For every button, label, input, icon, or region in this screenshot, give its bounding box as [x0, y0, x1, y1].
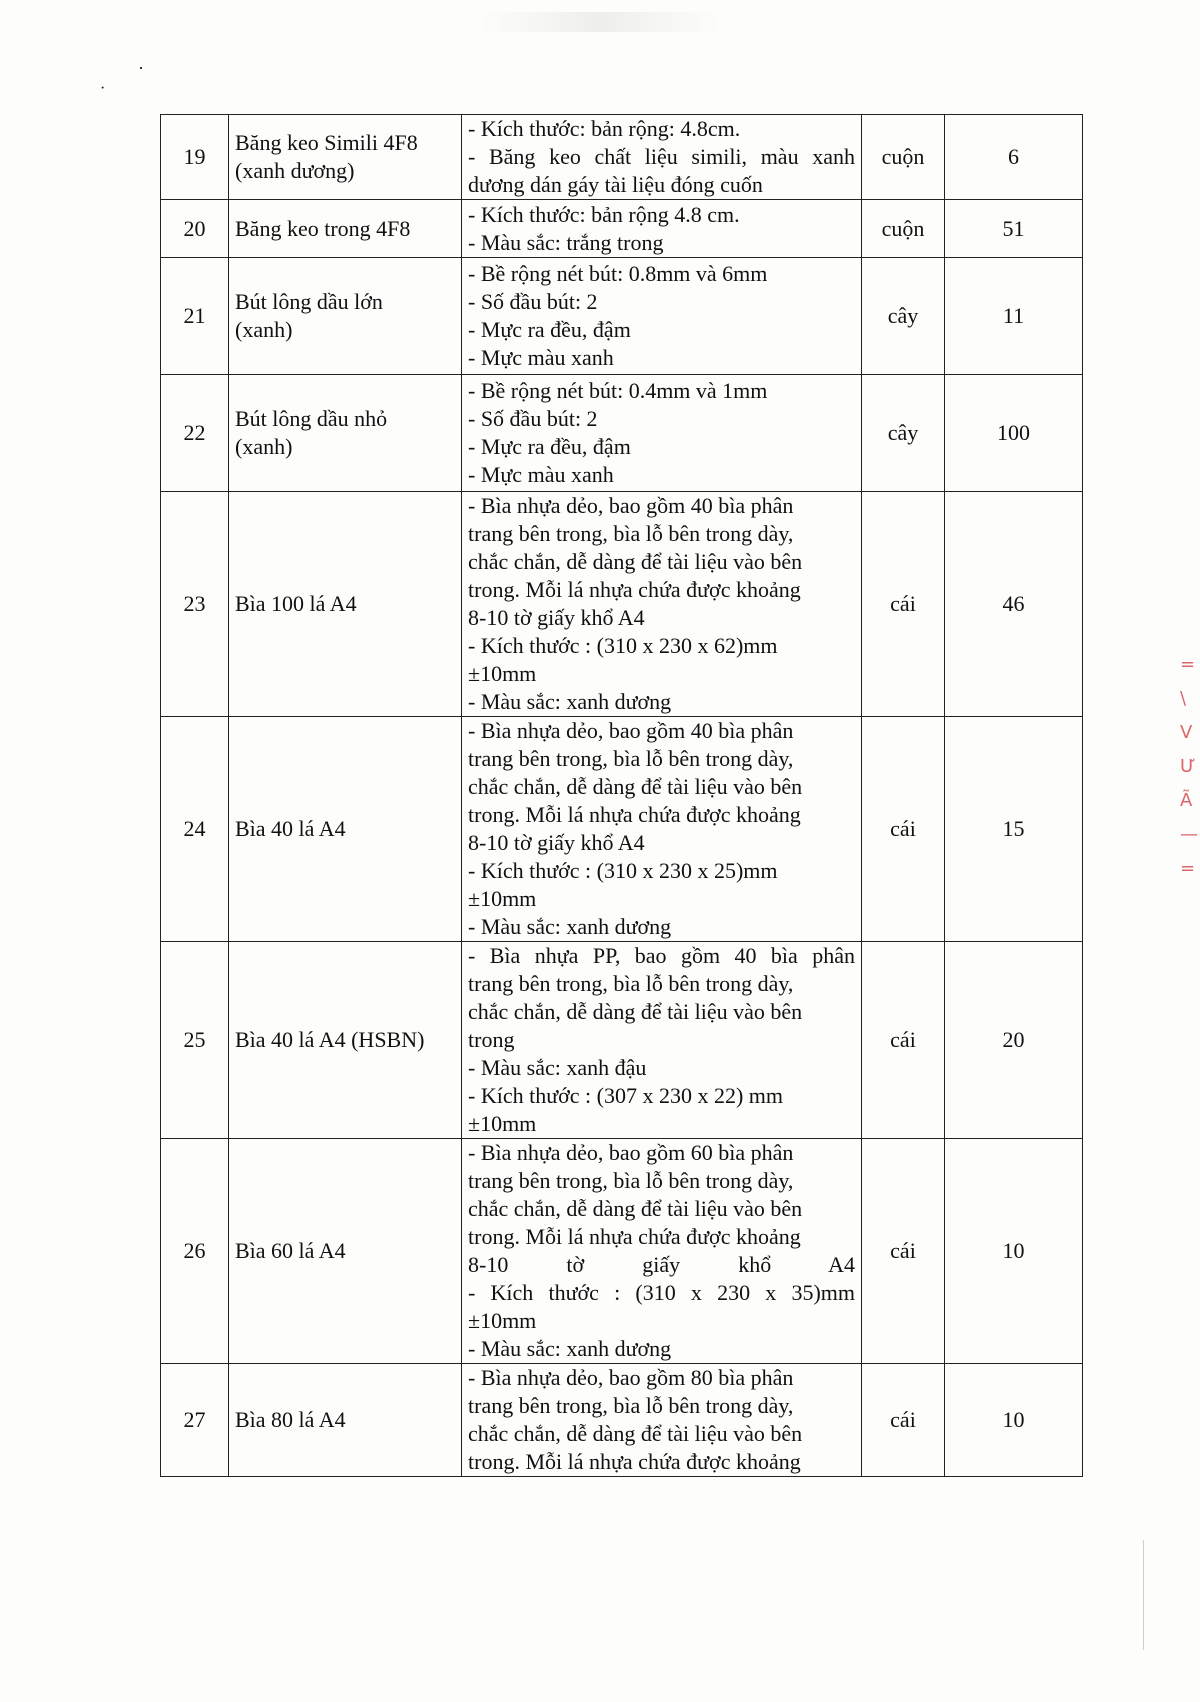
- stamp-glyph: Ã: [1180, 790, 1193, 811]
- description-line: trang bên trong, bìa lỗ bên trong dày,: [468, 746, 794, 771]
- item-description: [462, 200, 862, 258]
- scan-speck: ·: [138, 58, 144, 78]
- item-name: [229, 375, 462, 492]
- row-number: 27: [161, 1364, 229, 1477]
- item-name: [229, 200, 462, 258]
- item-name: [229, 942, 462, 1139]
- item-name: [229, 717, 462, 942]
- item-description: [462, 258, 862, 375]
- description-line: - Mực màu xanh: [468, 462, 614, 487]
- description-line: - Kích thước : (310 x 230 x 25)mm: [468, 858, 778, 883]
- item-name-line: Băng keo Simili 4F8: [235, 130, 418, 155]
- row-number: 19: [161, 115, 229, 200]
- item-quantity: 11: [945, 258, 1083, 375]
- table-row: [161, 115, 1083, 200]
- description-line: - Mực ra đều, đậm: [468, 434, 631, 459]
- item-unit: cây: [862, 375, 945, 492]
- item-name: [229, 258, 462, 375]
- item-quantity: 15: [945, 717, 1083, 942]
- item-name-line: Bìa 100 lá A4: [235, 591, 357, 616]
- item-description: [462, 375, 862, 492]
- item-description: [462, 942, 862, 1139]
- row-number: 20: [161, 200, 229, 258]
- red-stamp-fragment: [1180, 648, 1200, 886]
- item-name: [229, 492, 462, 717]
- item-unit: cái: [862, 1364, 945, 1477]
- stamp-glyph: —: [1180, 824, 1198, 845]
- table-row: [161, 258, 1083, 375]
- description-line: - Kích thước : (310 x 230 x 35)mm: [468, 1280, 855, 1305]
- description-line: - Màu sắc: trắng trong: [468, 229, 664, 255]
- description-line: ±10mm: [468, 1111, 537, 1136]
- scan-artifact: [480, 12, 720, 32]
- description-line: - Bìa nhựa dẻo, bao gồm 60 bìa phân: [468, 1140, 794, 1165]
- stamp-glyph: =: [1180, 858, 1196, 879]
- description-line: chắc chắn, dễ dàng để tài liệu vào bên: [468, 999, 803, 1024]
- description-line: - Băng keo chất liệu simili, màu xanh: [468, 144, 855, 169]
- description-line: 8-10 tờ giấy khổ A4: [468, 605, 645, 630]
- item-unit: cái: [862, 942, 945, 1139]
- row-number: 26: [161, 1139, 229, 1364]
- stamp-glyph: V: [1180, 722, 1193, 743]
- description-line: - Mực màu xanh: [468, 345, 614, 370]
- item-unit: cái: [862, 717, 945, 942]
- description-line: - Bìa nhựa PP, bao gồm 40 bìa phân: [468, 943, 855, 968]
- description-line: trong: [468, 1027, 515, 1052]
- description-line: trang bên trong, bìa lỗ bên trong dày,: [468, 521, 794, 546]
- item-quantity: 20: [945, 942, 1083, 1139]
- item-description: [462, 717, 862, 942]
- description-line: - Kích thước : (310 x 230 x 62)mm: [468, 633, 778, 658]
- description-line: - Màu sắc: xanh đậu: [468, 1055, 647, 1080]
- supplies-table: [160, 114, 1083, 1477]
- description-line: - Số đầu bút: 2: [468, 289, 598, 314]
- item-name: [229, 1364, 462, 1477]
- row-number: 24: [161, 717, 229, 942]
- item-name-line: Bìa 60 lá A4: [235, 1238, 346, 1263]
- item-unit: cuộn: [862, 200, 945, 258]
- description-line: - Bề rộng nét bút: 0.8mm và 6mm: [468, 261, 768, 286]
- item-unit: cái: [862, 492, 945, 717]
- table-row: [161, 1139, 1083, 1364]
- item-quantity: 10: [945, 1364, 1083, 1477]
- item-quantity: 10: [945, 1139, 1083, 1364]
- item-name: [229, 115, 462, 200]
- description-line: 8-10 tờ giấy khổ A4: [468, 830, 645, 855]
- description-line: - Mực ra đều, đậm: [468, 317, 631, 342]
- description-line: trong. Mỗi lá nhựa chứa được khoảng: [468, 802, 801, 827]
- description-line: trang bên trong, bìa lỗ bên trong dày,: [468, 1393, 794, 1418]
- scan-speck: ·: [100, 80, 106, 97]
- item-description: [462, 492, 862, 717]
- row-number: 21: [161, 258, 229, 375]
- description-line: - Màu sắc: xanh dương: [468, 1336, 672, 1361]
- item-quantity: 6: [945, 115, 1083, 200]
- description-line: chắc chắn, dễ dàng để tài liệu vào bên: [468, 1421, 803, 1446]
- row-number: 23: [161, 492, 229, 717]
- description-line: - Màu sắc: xanh dương: [468, 914, 672, 939]
- stamp-glyph: \: [1180, 688, 1187, 709]
- item-name-line: (xanh): [235, 434, 293, 459]
- table-row: [161, 200, 1083, 258]
- description-line: - Kích thước: bản rộng: 4.8cm.: [468, 116, 741, 141]
- table-row: [161, 942, 1083, 1139]
- description-line: - Bìa nhựa dẻo, bao gồm 40 bìa phân: [468, 718, 794, 743]
- item-quantity: 51: [945, 200, 1083, 258]
- stamp-glyph: Ư: [1180, 756, 1196, 777]
- description-line: ±10mm: [468, 1308, 537, 1333]
- description-line: chắc chắn, dễ dàng để tài liệu vào bên: [468, 774, 803, 799]
- row-number: 22: [161, 375, 229, 492]
- description-line: 8-10 tờ giấy khổ A4: [468, 1252, 855, 1277]
- item-unit: cây: [862, 258, 945, 375]
- description-line: trang bên trong, bìa lỗ bên trong dày,: [468, 1168, 794, 1193]
- description-line: - Bìa nhựa dẻo, bao gồm 40 bìa phân: [468, 493, 794, 518]
- item-name-line: (xanh): [235, 317, 293, 342]
- item-name-line: Bút lông dầu lớn: [235, 289, 383, 314]
- description-line: chắc chắn, dễ dàng để tài liệu vào bên: [468, 549, 803, 574]
- description-line: trong. Mỗi lá nhựa chứa được khoảng: [468, 577, 801, 602]
- item-quantity: 100: [945, 375, 1083, 492]
- item-name: [229, 1139, 462, 1364]
- description-line: - Bìa nhựa dẻo, bao gồm 80 bìa phân: [468, 1365, 794, 1390]
- item-unit: cái: [862, 1139, 945, 1364]
- item-name-line: Bút lông dầu nhỏ: [235, 406, 388, 431]
- description-line: trong. Mỗi lá nhựa chứa được khoảng: [468, 1449, 801, 1474]
- item-name-line: Bìa 40 lá A4 (HSBN): [235, 1027, 425, 1052]
- description-line: trong. Mỗi lá nhựa chứa được khoảng: [468, 1224, 801, 1249]
- item-name-line: Bìa 40 lá A4: [235, 816, 346, 841]
- stamp-glyph: =: [1180, 654, 1196, 675]
- table-row: [161, 717, 1083, 942]
- item-description: [462, 1364, 862, 1477]
- item-description: [462, 115, 862, 200]
- description-line: ±10mm: [468, 886, 537, 911]
- description-line: - Màu sắc: xanh dương: [468, 689, 672, 714]
- table-row: [161, 375, 1083, 492]
- description-line: dương dán gáy tài liệu đóng cuốn: [468, 172, 763, 197]
- description-line: - Kích thước: bản rộng 4.8 cm.: [468, 201, 740, 227]
- description-line: ±10mm: [468, 661, 537, 686]
- item-name-line: Băng keo trong 4F8: [235, 215, 411, 241]
- row-number: 25: [161, 942, 229, 1139]
- item-unit: cuộn: [862, 115, 945, 200]
- item-name-line: (xanh dương): [235, 158, 355, 183]
- item-name-line: Bìa 80 lá A4: [235, 1407, 346, 1432]
- scan-edge-line: [1143, 1540, 1144, 1650]
- description-line: - Bề rộng nét bút: 0.4mm và 1mm: [468, 378, 768, 403]
- description-line: trang bên trong, bìa lỗ bên trong dày,: [468, 971, 794, 996]
- description-line: - Kích thước : (307 x 230 x 22) mm: [468, 1083, 784, 1108]
- item-quantity: 46: [945, 492, 1083, 717]
- table-row: [161, 1364, 1083, 1477]
- item-description: [462, 1139, 862, 1364]
- description-line: - Số đầu bút: 2: [468, 406, 598, 431]
- description-line: chắc chắn, dễ dàng để tài liệu vào bên: [468, 1196, 803, 1221]
- table-row: [161, 492, 1083, 717]
